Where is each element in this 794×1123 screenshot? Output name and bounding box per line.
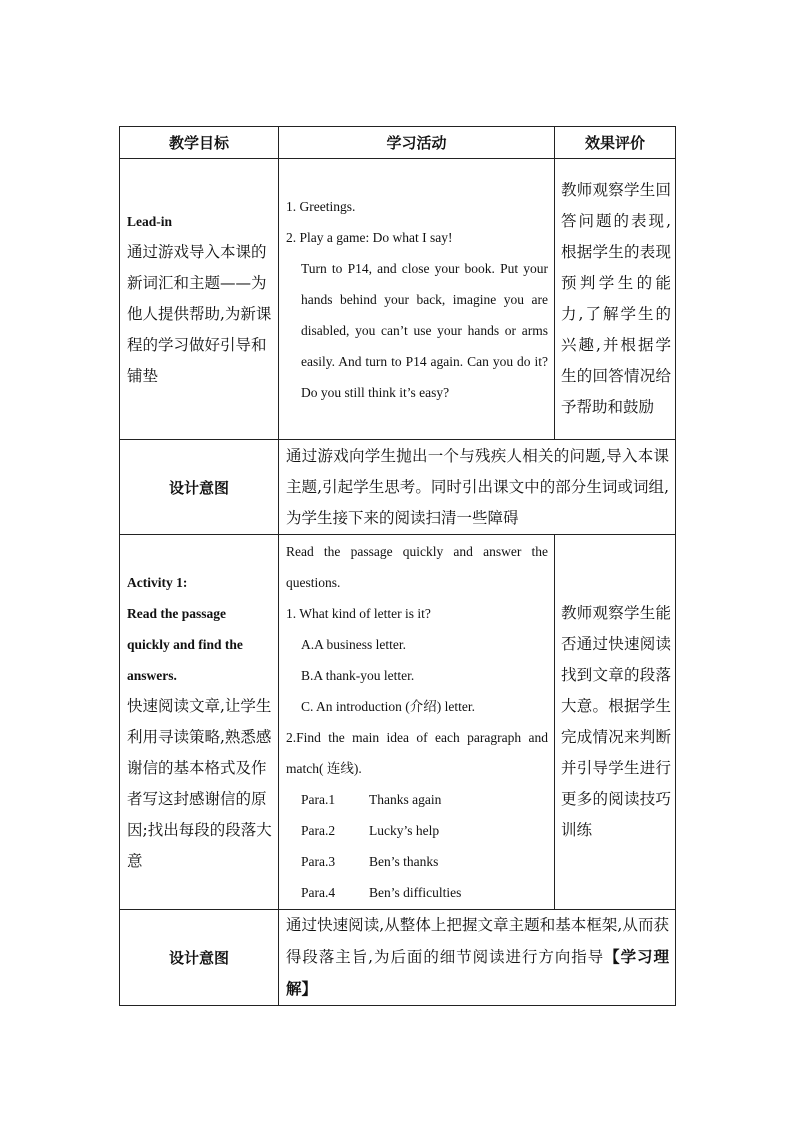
reading-instruction: Read the passage quickly and answer the questions.	[286, 544, 548, 590]
intent-text-1: 通过游戏向学生抛出一个与残疾人相关的问题,导入本课主题,引起学生思考。同时引出课文中的部分生词或词组,为学生接下来的阅读扫清一些障碍	[286, 446, 669, 527]
para-match-row	[286, 784, 548, 815]
question-2: 2.Find the main idea of each paragraph and match( 连线).	[286, 730, 548, 776]
intent-text-2-wrap	[286, 910, 669, 1005]
intent-row-1	[120, 440, 676, 535]
lead-in-goal-cell	[120, 159, 279, 440]
activity1-evaluation: 教师观察学生能否通过快速阅读找到文章的段落大意。根据学生完成情况来判断并引导学生进行更多的阅读技巧训练	[561, 604, 671, 839]
para-match-row	[286, 815, 548, 846]
para-match-row	[286, 846, 548, 877]
para-number: Para.4	[301, 885, 336, 900]
option-a: A.A business letter.	[301, 637, 406, 652]
para-idea: Lucky’s help	[369, 823, 440, 838]
activity1-title: Activity 1:	[127, 575, 188, 590]
lead-in-evaluation: 教师观察学生回答问题的表现,根据学生的表现预判学生的能力,了解学生的兴趣,并根据学生的回答情况给予帮助和鼓励	[561, 181, 671, 416]
intent-label-1: 设计意图	[120, 440, 279, 535]
para-number: Para.2	[301, 823, 336, 838]
lead-in-title: Lead-in	[127, 214, 173, 229]
activity1-goal-cell	[120, 535, 279, 910]
lead-in-row	[120, 159, 676, 440]
para-idea: Ben’s difficulties	[369, 885, 462, 900]
header-activity: 学习活动	[279, 127, 555, 159]
lesson-plan-table	[119, 126, 676, 1006]
activity1-goal-text: 快速阅读文章,让学生利用寻读策略,熟悉感谢信的基本格式及作者写这封感谢信的原因;找出每段的段落大意	[127, 697, 272, 870]
option-b: B.A thank-you letter.	[301, 668, 415, 683]
header-row	[120, 127, 676, 159]
para-match-row	[286, 877, 548, 908]
para-number: Para.3	[301, 854, 336, 869]
intent-text-cell-2	[279, 910, 676, 1006]
intent-label-2: 设计意图	[120, 910, 279, 1006]
para-number: Para.1	[301, 792, 336, 807]
learning-tag: 【学习理解】	[286, 947, 669, 998]
activity1-row	[120, 535, 676, 910]
question-1: 1. What kind of letter is it?	[286, 606, 431, 621]
intent-row-2	[120, 910, 676, 1006]
activity1-content-cell	[279, 535, 555, 910]
header-goal: 教学目标	[120, 127, 279, 159]
option-c: C. An introduction (介绍) letter.	[301, 699, 475, 714]
para-idea: Ben’s thanks	[369, 854, 439, 869]
lead-in-evaluation-cell	[555, 159, 676, 440]
activity-line-game: 2. Play a game: Do what I say!	[286, 229, 453, 245]
header-evaluation: 效果评价	[555, 127, 676, 159]
lead-in-goal-text: 通过游戏导入本课的新词汇和主题——为他人提供帮助,为新课程的学习做好引导和铺垫	[127, 243, 272, 385]
lead-in-activity-cell	[279, 159, 555, 440]
activity-line-greetings: 1. Greetings.	[286, 198, 356, 214]
intent-text-cell-1	[279, 440, 676, 535]
para-idea: Thanks again	[369, 792, 442, 807]
activity1-subtitle: Read the passage quickly and find the answers.	[127, 606, 243, 683]
game-instructions: Turn to P14, and close your book. Put your hands behind your back, imagine you are disabled, you can’t use your hands or arms easily. And turn to P14 again. Can you do it? Do you still think it’s easy?	[301, 260, 548, 400]
intent-text-2: 通过快速阅读,从整体上把握文章主题和基本框架,从而获得段落主旨,为后面的细节阅读进行方向指导	[286, 916, 669, 966]
activity1-evaluation-cell	[555, 535, 676, 910]
